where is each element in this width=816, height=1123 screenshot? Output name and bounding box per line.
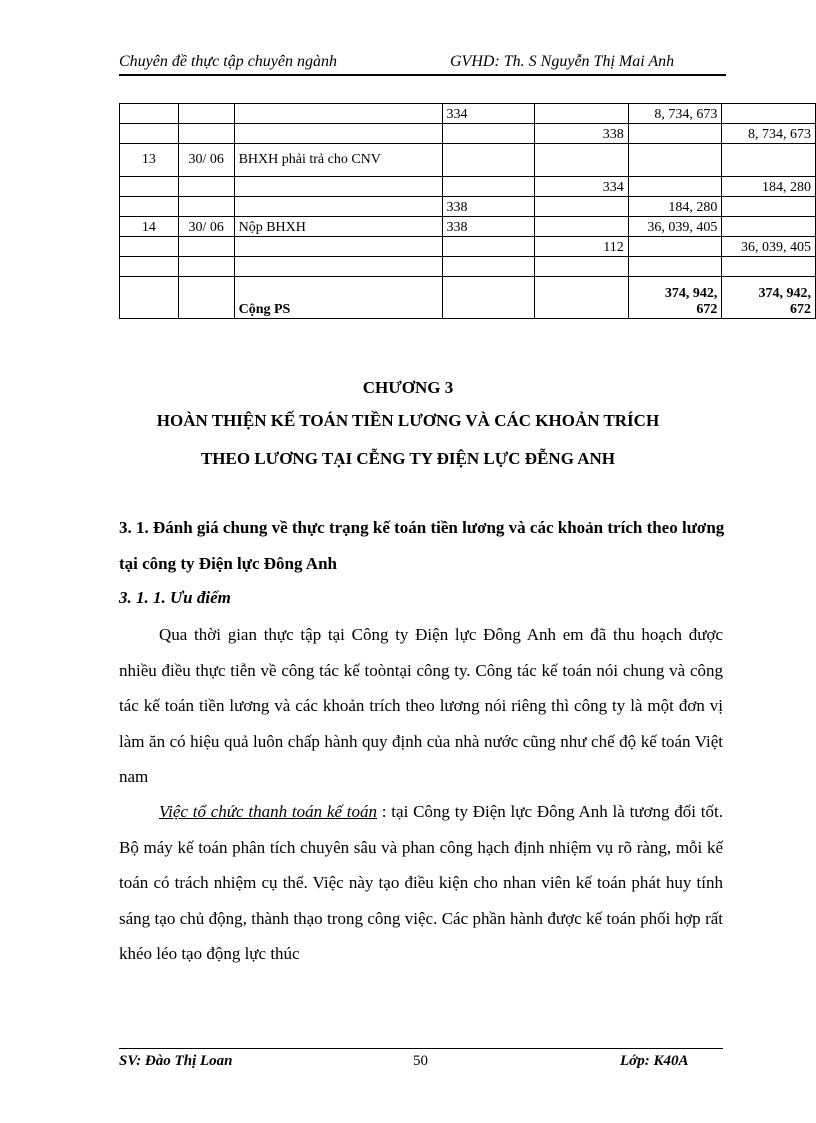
section-heading: 3. 1. Đánh giá chung về thực trạng kế toán tiền lương và các khoản trích theo lương tại công ty Điện lực Đông Anh	[119, 518, 725, 573]
table-row: 338 184, 280	[120, 197, 816, 217]
chapter-title-line-1: HOÀN THIỆN KẾ TOÁN TIỀN LƯƠNG VÀ CÁC KHOẢN TRÍCH	[156, 411, 660, 430]
paragraph-2	[119, 794, 723, 972]
chapter-number: CHƯƠNG 3	[362, 378, 454, 397]
table-row: 334 8, 734, 673	[120, 104, 816, 124]
table-row: 112 36, 039, 405	[120, 237, 816, 257]
subsection-heading: 3. 1. 1. Ưu điểm	[119, 588, 231, 607]
paragraph-2-lead: Việc tổ chức thanh toán kế toán	[159, 802, 378, 821]
header-left: Chuyên đề thực tập chuyên ngành	[119, 53, 337, 70]
ledger-table	[119, 103, 816, 319]
table-row: 14 30/ 06 Nộp BHXH 338 36, 039, 405	[120, 217, 816, 237]
chapter-title-line-2: THEO LƯƠNG TẠI CỄNG TY ĐIỆN LỰC ĐỄNG ANH	[200, 449, 616, 468]
table-total-row: Cộng PS 374, 942, 672 374, 942, 672	[120, 277, 816, 319]
header-divider	[119, 74, 726, 76]
table-row: 338 8, 734, 673	[120, 124, 816, 144]
header-right: GVHD: Th. S Nguyễn Thị Mai Anh	[450, 53, 675, 70]
table-row	[120, 257, 816, 277]
paragraph-2-body: : tại Công ty Điện lực Đông Anh là tương đối tốt. Bộ máy kế toán phân tích chuyên sâu và phan công hạch định nhiệm vụ rõ ràng, mỗi kế toán có trách nhiệm cụ thể. Việc này tạo điều kiện cho nhan viên kế toán phát huy tính sáng tạo chủ động, thành thạo trong công việc. Các phần hành được kế toán phối hợp rất khéo léo tạo động lực thúc	[119, 802, 723, 963]
table-row: 13 30/ 06 BHXH phải trả cho CNV	[120, 144, 816, 177]
paragraph-1: Qua thời gian thực tập tại Công ty Điện lực Đông Anh em đã thu hoạch được nhiều điều thực tiễn về công tác kế toòntại công ty. Công tác kế toán nói chung và công tác kế toán tiền lương và các khoản trích theo lương nói riêng thì công ty là một đơn vị làm ăn có hiệu quả luôn chấp hành quy định của nhà nước cũng như chế độ kế toán Việt nam	[119, 625, 723, 786]
footer-right: Lớp: K40A	[620, 1053, 689, 1069]
footer-left: SV: Đào Thị Loan	[119, 1053, 233, 1069]
page-header	[119, 50, 699, 74]
footer-divider	[119, 1048, 723, 1049]
table-row: 334 184, 280	[120, 177, 816, 197]
page-number: 50	[413, 1053, 428, 1069]
